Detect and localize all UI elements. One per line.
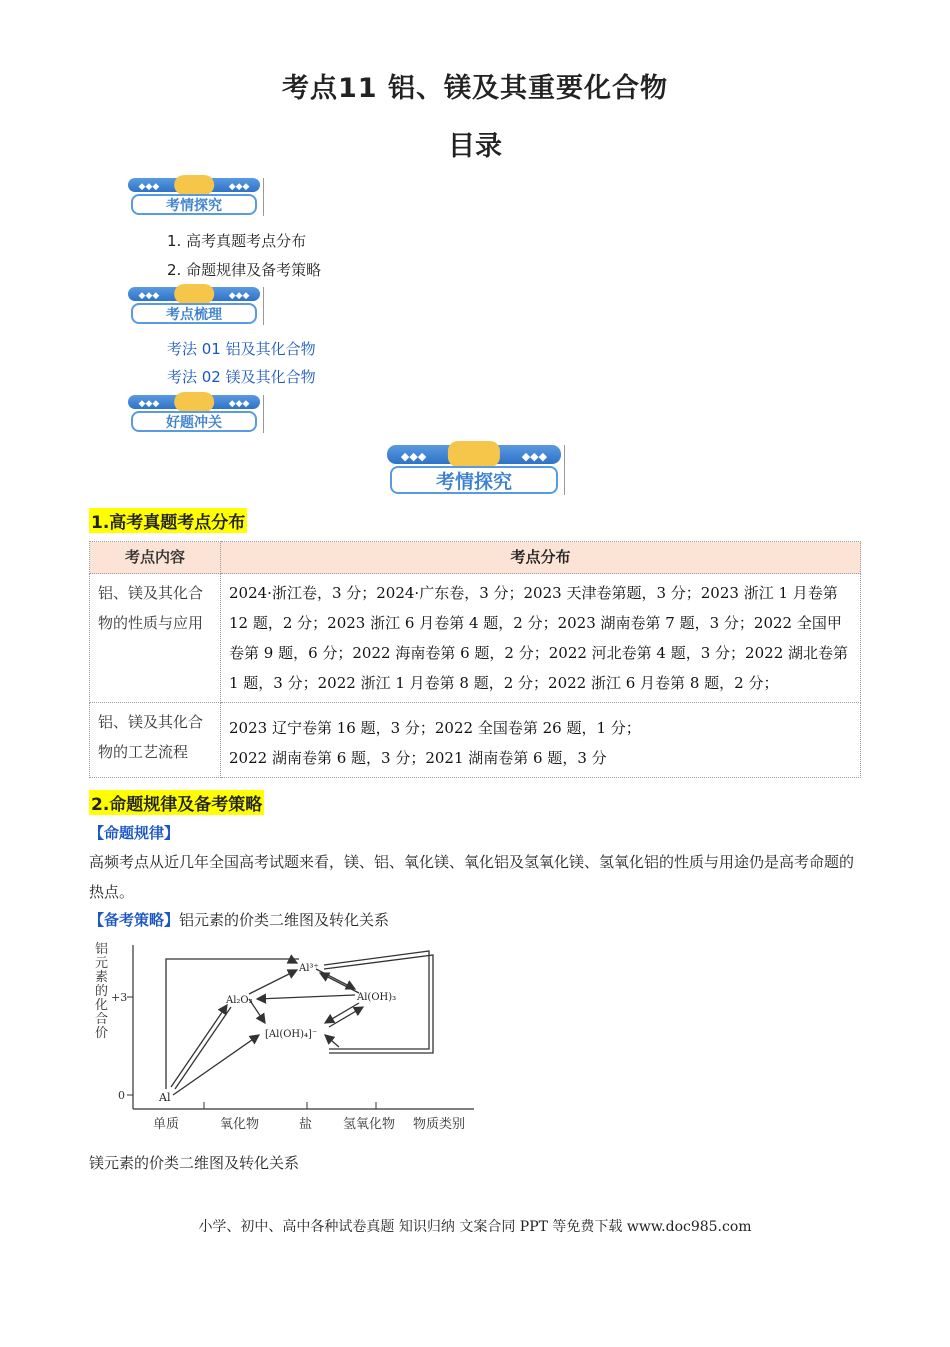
y-axis-label-char: 铝 <box>95 942 109 957</box>
table-header-row <box>90 542 861 574</box>
table-header-cell: 考点分布 <box>221 542 861 574</box>
node-al: Al <box>159 1091 171 1104</box>
footer-text[interactable]: 小学、初中、高中各种试卷真题 知识归纳 文案合同 PPT 等免费下载 www.doc985.com <box>198 1219 752 1235</box>
al-valence-diagram <box>89 937 477 1139</box>
strategy-tag-label: 【备考策略】 <box>89 911 180 929</box>
toc-title: 目录 <box>448 131 502 162</box>
table-cell: 铝、镁及其化合物的工艺流程 <box>90 703 221 778</box>
mg-diagram-caption: 镁元素的价类二维图及转化关系 <box>89 1154 300 1172</box>
banner-label: 考情探究 <box>390 466 557 494</box>
banner-label: 考情探究 <box>131 194 258 215</box>
toc-item-2[interactable]: 2. 命题规律及备考策略 <box>167 261 322 279</box>
banner-label: 好题冲关 <box>131 411 258 432</box>
table-row <box>90 703 861 778</box>
y-axis-label-char: 化 <box>95 998 109 1013</box>
y-axis-label <box>95 942 108 1041</box>
x-tick-label: 氧化物 <box>220 1117 260 1132</box>
toc-link-al[interactable]: 考法 01 铝及其化合物 <box>167 340 316 358</box>
rule-tag <box>89 818 864 848</box>
node-al3plus: Al³⁺ <box>299 963 319 974</box>
x-tick-label: 盐 <box>299 1117 313 1132</box>
y-axis-label-char: 元 <box>95 956 109 971</box>
y-axis-label-char: 素 <box>95 970 109 985</box>
y-axis-label-char: 价 <box>95 1026 109 1041</box>
strategy-text: 铝元素的价类二维图及转化关系 <box>179 911 390 929</box>
table-cell: 铝、镁及其化合物的性质与应用 <box>90 574 221 703</box>
table-cell: 2024·浙江卷，3 分；2024·广东卷，3 分；2023 天津卷第题，3 分；2023 浙江 1 月卷第 12 题，2 分；2023 浙江 6 月卷第 4 题，2 分；2023 湖南卷第 7 题，3 分；2022 全国甲卷第 9 题，6 分；2022 海南卷第 6 题，2 分；2022 河北卷第 4 题，3 分；2022 湖北卷第 1 题，3 分；2022 浙江 1 月卷第 8 题，2 分；2022 浙江 6 月卷第 8 题，2 分； <box>221 574 861 703</box>
strategy-line <box>89 905 864 935</box>
y-tick-label: +3 <box>111 991 128 1004</box>
rule-tag-label: 【命题规律】 <box>89 824 180 842</box>
section-banner-kaodian[interactable]: ◆◆◆ ◆◆◆ 考点梳理 <box>128 287 260 325</box>
x-axis-label: 物质类别 <box>413 1117 466 1132</box>
rule-text: 高频考点从近几年全国高考试题来看，镁、铝、氧化镁、氧化铝及氢氧化镁、氢氧化铝的性质与用途仍是高考命题的热点。 <box>89 853 855 901</box>
table-cell-line: 2023 辽宁卷第 16 题，3 分；2022 全国卷第 26 题，1 分； <box>229 719 641 737</box>
node-aloh4: [Al(OH)₄]⁻ <box>265 1029 318 1040</box>
table-header-cell: 考点内容 <box>90 542 221 574</box>
exam-distribution-table <box>89 541 861 778</box>
node-al2o3: Al₂O₃ <box>226 995 253 1006</box>
section-banner-haoti[interactable]: ◆◆◆ ◆◆◆ 好题冲关 <box>128 395 260 433</box>
page-title: 考点11 铝、镁及其重要化合物 <box>282 73 668 104</box>
section-heading-strategy: 2.命题规律及备考策略 <box>89 790 264 815</box>
toc-link-mg[interactable]: 考法 02 镁及其化合物 <box>167 368 316 386</box>
y-axis-label-char: 的 <box>95 984 109 999</box>
banner-label: 考点梳理 <box>131 303 258 324</box>
y-axis-label-char: 合 <box>95 1012 109 1027</box>
table-row <box>90 574 861 703</box>
table-cell-line: 2022 湖南卷第 6 题，3 分；2021 湖南卷第 6 题，3 分 <box>229 749 607 767</box>
node-aloh3: Al(OH)₃ <box>357 992 397 1003</box>
section-heading-distribution: 1.高考真题考点分布 <box>89 508 247 533</box>
section-banner-kaoqing-large: ◆◆◆ ◆◆◆ 考情探究 <box>387 445 561 495</box>
y-tick-label: 0 <box>118 1089 125 1102</box>
x-tick-label: 单质 <box>153 1117 180 1132</box>
x-tick-label: 氢氧化物 <box>343 1117 396 1132</box>
table-cell <box>221 703 861 778</box>
toc-item-1[interactable]: 1. 高考真题考点分布 <box>167 232 307 250</box>
section-banner-kaoqing[interactable]: ◆◆◆ ◆◆◆ 考情探究 <box>128 178 260 216</box>
